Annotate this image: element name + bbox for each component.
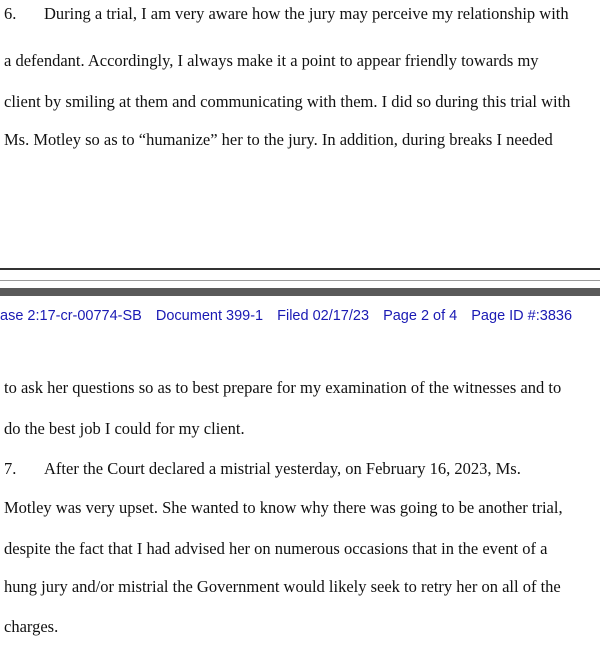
text-line: charges. xyxy=(4,617,59,636)
text-line: despite the fact that I had advised her on numerous occasions that in the event of a xyxy=(4,539,548,558)
text-line: hung jury and/or mistrial the Government would likely seek to retry her on all of the xyxy=(4,577,561,596)
text-line: to ask her questions so as to best prepare for my examination of the witnesses and to xyxy=(4,378,562,397)
text-line: do the best job I could for my client. xyxy=(4,419,245,438)
document-number: Document 399-1 xyxy=(155,308,264,324)
text-line: a defendant. Accordingly, I always make it a point to appear friendly towards my xyxy=(4,51,539,70)
text-line: Ms. Motley so as to “humanize” her to the jury. In addition, during breaks I needed xyxy=(4,130,553,149)
divider xyxy=(0,280,600,281)
text-line: client by smiling at them and communicating with them. I did so during this trial with xyxy=(4,92,571,111)
text-line: Motley was very upset. She wanted to know why there was going to be another trial, xyxy=(4,498,563,517)
divider xyxy=(0,288,600,296)
page-number: Page 2 of 4 xyxy=(383,308,458,324)
case-number: ase 2:17-cr-00774-SB xyxy=(0,308,142,324)
page-separator xyxy=(0,268,600,296)
text-line: 7. After the Court declared a mistrial yesterday, on February 16, 2023, Ms. xyxy=(4,459,521,478)
paragraph-number: 7. xyxy=(4,459,17,478)
paragraph-number: 6. xyxy=(4,4,17,23)
court-document-header xyxy=(0,307,582,325)
filed-date: Filed 02/17/23 xyxy=(277,308,370,324)
text-line: 6. During a trial, I am very aware how the jury may perceive my relationship with xyxy=(4,4,569,23)
page-id: Page ID #:3836 xyxy=(471,308,573,324)
divider xyxy=(0,268,600,270)
